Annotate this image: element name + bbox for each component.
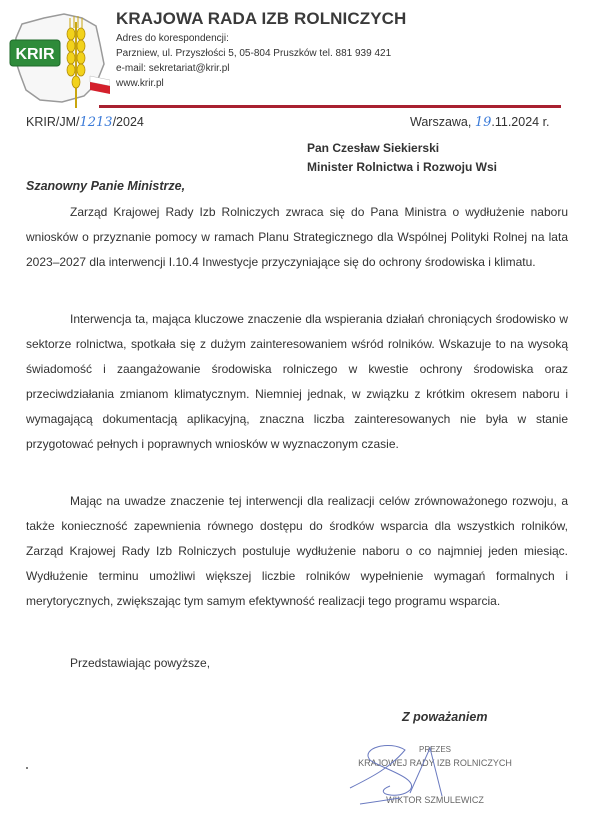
scan-speck — [26, 767, 28, 769]
salutation: Szanowny Panie Ministrze, — [26, 179, 186, 193]
stamp-name: WIKTOR SZMULEWICZ — [386, 795, 484, 805]
website-line: www.krir.pl — [116, 78, 164, 89]
polish-flag-icon — [90, 76, 110, 94]
letterhead-divider — [99, 105, 561, 108]
organization-name: KRAJOWA RADA IZB ROLNICZYCH — [116, 9, 407, 28]
body-paragraph-3: Mając na uwadze znaczenie tej interwencji dla realizacji celów zrównoważonego rozwoju, a także konieczność zapewnienia równego dostępu do środków wsparcia dla wszystkich rolników, Zarząd Krajowej Rady Izb Rolniczych postuluje wydłużenie naboru o co najmniej jeden miesiąc. Wydłużenie terminu umożliwi większej liczbie rolników wypełnienie wymagań formalnych i merytorycznych, zwiększając tym samym efektywność realizacji tego programu wsparcia. — [26, 494, 568, 608]
reference-suffix: /2024 — [112, 115, 144, 129]
date-place: Warszawa, — [410, 115, 475, 129]
letter-date — [410, 115, 550, 130]
address-line: Parzniew, ul. Przyszłości 5, 05-804 Pruszków tel. 881 939 421 — [116, 48, 392, 59]
reference-number — [26, 115, 144, 130]
recipient-name: Pan Czesław Siekierski — [307, 141, 440, 155]
body-paragraph-1: Zarząd Krajowej Rady Izb Rolniczych zwraca się do Pana Ministra o wydłużenie naboru wniosków o przyznanie pomocy w ramach Planu Strategicznego dla Wspólnej Polityki Rolnej na lata 2023–2027 dla interwencji I.10.4 Inwestycje przyczyniające się do ochrony środowiska i klimatu. — [26, 205, 568, 269]
handwritten-day: 19 — [474, 115, 492, 130]
date-rest: .11.2024 r. — [491, 115, 550, 129]
logo-text: KRIR — [15, 46, 55, 63]
stamp-title: PREZES — [418, 745, 451, 754]
body-paragraph-2: Interwencja ta, mająca kluczowe znaczenie dla wspierania działań chroniących środowisko w sektorze rolnictwa, spotkała się z dużym zainteresowaniem wśród rolników. Wskazuje to na wysoką świadomość i zaangażowanie środowiska rolniczego w kwestie ochrony środowiska oraz przeciwdziałania zmianom klimatycznym. Niemniej jednak, w związku z krótkim okresem naboru i wymagającą dokumentacją aplikacyjną, znaczna liczba zainteresowanych nie była w stanie przygotować pełnych i poprawnych wniosków w wyznaczonym czasie. — [26, 312, 568, 451]
stamp-organization: KRAJOWEJ RADY IZB ROLNICZYCH — [358, 758, 512, 768]
handwritten-signature — [330, 738, 490, 808]
closing-phrase: Przedstawiając powyższe, — [70, 656, 211, 670]
address-label: Adres do korespondencji: — [116, 33, 229, 44]
recipient-title: Minister Rolnictwa i Rozwoju Wsi — [307, 160, 498, 174]
krir-logo — [4, 4, 110, 110]
email-line: e-mail: sekretariat@krir.pl — [116, 63, 230, 74]
reference-prefix: KRIR/JM/ — [26, 115, 80, 129]
handwritten-reference-number: 1213 — [79, 115, 113, 130]
regards: Z poważaniem — [402, 710, 488, 724]
